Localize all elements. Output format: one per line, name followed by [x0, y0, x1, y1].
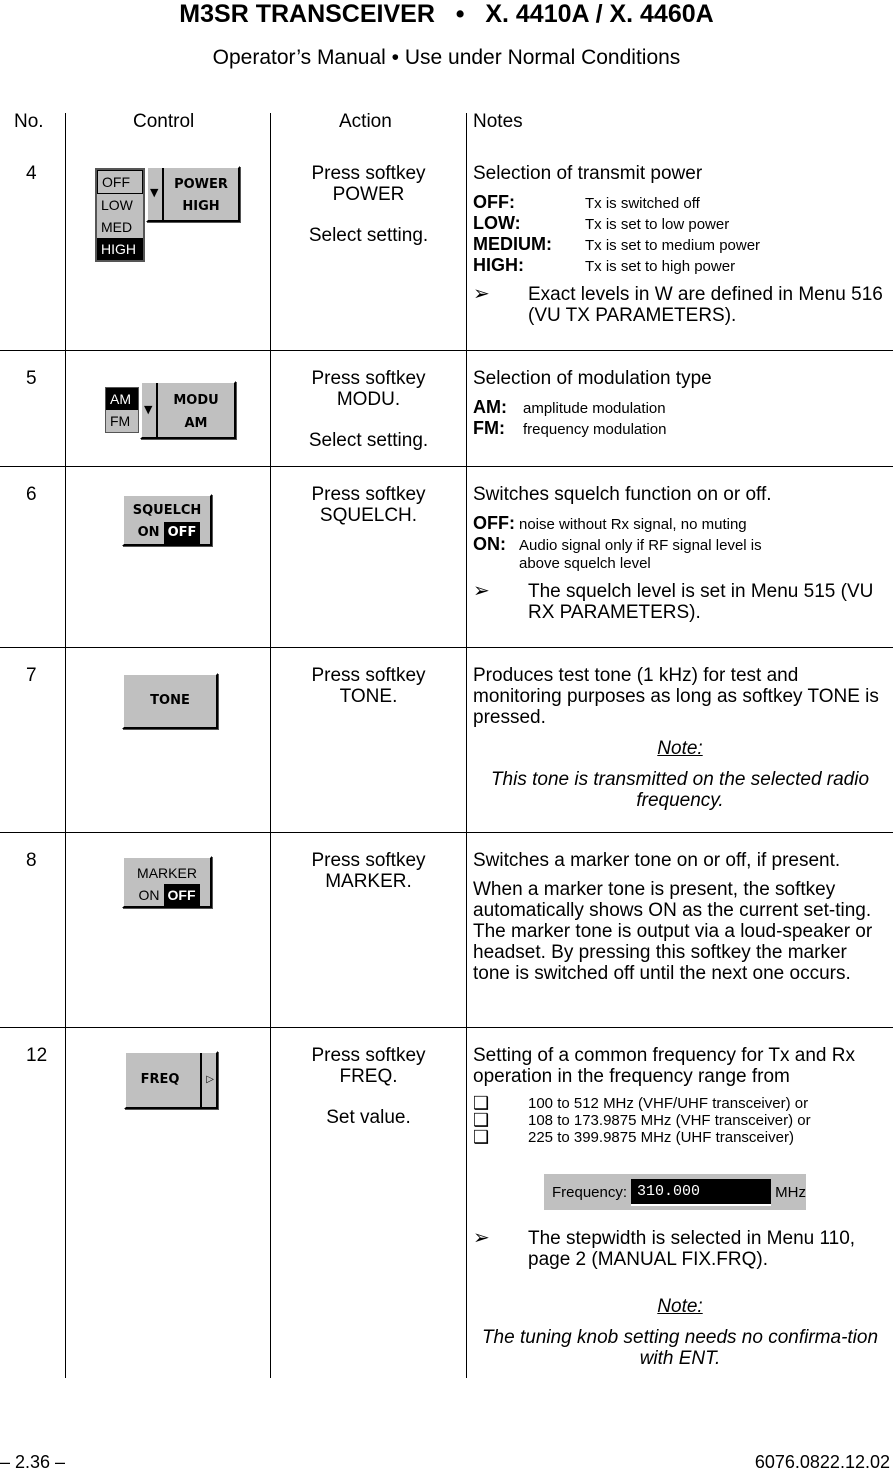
- dropdown-arrow-icon: ▼: [150, 186, 159, 199]
- notes-cell: Produces test tone (1 kHz) for test and monitoring purposes as long as softkey TONE is pressed. Note: This tone is transmitted on the selected radio frequency.: [473, 665, 879, 811]
- table-row: [0, 350, 893, 467]
- option-am: AM: [106, 388, 138, 410]
- action-text: Press softkey MARKER.: [311, 850, 426, 892]
- power-softkey: [146, 166, 240, 222]
- row-number: 12: [26, 1045, 48, 1066]
- checkbox-bullet-icon: ❑: [473, 1110, 490, 1130]
- squelch-softkey-image: SQUELCH ON OFF: [122, 494, 212, 546]
- modu-options-list: [105, 387, 139, 433]
- page-number: – 2.36 –: [0, 1452, 66, 1472]
- action-text: Press softkey POWER Select setting.: [308, 163, 429, 246]
- freq-softkey-image: FREQ ▷: [124, 1051, 218, 1109]
- triangle-right-icon: ▷: [206, 1074, 214, 1085]
- frequency-field-image: Frequency: 310.000 MHz: [544, 1174, 806, 1210]
- arrow-bullet-icon: ➢: [473, 1227, 490, 1249]
- page-title: M3SR TRANSCEIVER • X. 4410A / X. 4460A: [179, 0, 714, 28]
- col-header-action: Action: [339, 111, 392, 132]
- modu-softkey: ▼ MODU AM: [140, 381, 236, 439]
- power-options-list: [95, 168, 145, 262]
- option-off: OFF: [97, 170, 143, 194]
- softkey-value: HIGH: [182, 199, 220, 214]
- notes-cell: Switches a marker tone on or off, if present. When a marker tone is present, the softkey automatically shows ON as the current set-ting. The marker tone is output via a loud-speaker or headset. By pressing this softkey the marker tone is switched off until the next one occurs.: [473, 850, 873, 984]
- table-row: [0, 466, 893, 648]
- notes-cell: Setting of a common frequency for Tx and Rx operation in the frequency range from ❑ 100 to 512 MHz (VHF/UHF transceiver) or ❑ 108 to 173.9875 MHz (VHF transceiver) or ❑ 225 to 399.9875 MHz (UHF transceiver) Frequency: 310.000 MHz ➢ The stepwidth is selected in Menu 110, page 2 (MANUAL FIX.FRQ). Note: The tuning knob setting needs no confirma-tion with ENT.: [473, 1045, 879, 1369]
- table-row: [0, 1027, 893, 1378]
- option-fm: FM: [110, 413, 131, 429]
- softkey-label: POWER: [174, 177, 228, 192]
- dropdown-arrow-icon: ▼: [144, 403, 153, 416]
- notes-intro: Selection of transmit power: [473, 163, 703, 184]
- checkbox-bullet-icon: ❑: [473, 1127, 490, 1147]
- option-high: HIGH: [97, 238, 143, 260]
- row-number: 4: [26, 163, 37, 184]
- hint-text: Exact levels in W are defined in Menu 516 (VU TX PARAMETERS).: [528, 284, 883, 326]
- action-text: Press softkey SQUELCH.: [311, 484, 426, 526]
- action-text: Press softkey FREQ. Set value.: [311, 1045, 426, 1128]
- option-low: LOW: [101, 197, 133, 213]
- document-number: 6076.0822.12.02: [754, 1452, 890, 1472]
- table-row: [0, 647, 893, 833]
- row-number: 8: [26, 850, 37, 871]
- arrow-bullet-icon: ➢: [473, 283, 490, 305]
- col-header-notes: Notes: [473, 111, 523, 132]
- table-row: [0, 145, 893, 351]
- table-row: [0, 832, 893, 1028]
- option-med: MED: [101, 219, 133, 235]
- notes-cell: Selection of modulation type AM: amplitude modulation FM: frequency modulation: [473, 368, 712, 438]
- tone-softkey-image: TONE: [122, 673, 218, 729]
- action-text: Press softkey MODU. Select setting.: [308, 368, 429, 451]
- checkbox-bullet-icon: ❑: [473, 1093, 490, 1113]
- marker-softkey-image: MARKER ON OFF: [122, 856, 212, 908]
- arrow-bullet-icon: ➢: [473, 580, 490, 602]
- col-header-no: No.: [14, 111, 44, 132]
- notes-cell: Switches squelch function on or off. OFF: noise without Rx signal, no muting ON: Audio signal only if RF signal level is above squelch level ➢ The squelch level is set in Menu 515 (VU RX PARAMETERS).: [473, 484, 874, 623]
- row-number: 5: [26, 368, 37, 389]
- page-subtitle: Operator’s Manual • Use under Normal Conditions: [212, 46, 681, 69]
- notes-cell: Selection of transmit power OFF: Tx is switched off LOW: Tx is set to low power MEDIUM: Tx is set to medium power HIGH: Tx is set to high power ➢ Exact levels in W are defined in Menu 516 (VU TX PARAMETERS).: [473, 163, 887, 332]
- action-text: Press softkey TONE.: [311, 665, 426, 707]
- row-number: 7: [26, 665, 37, 686]
- col-header-control: Control: [133, 111, 195, 132]
- row-number: 6: [26, 484, 37, 505]
